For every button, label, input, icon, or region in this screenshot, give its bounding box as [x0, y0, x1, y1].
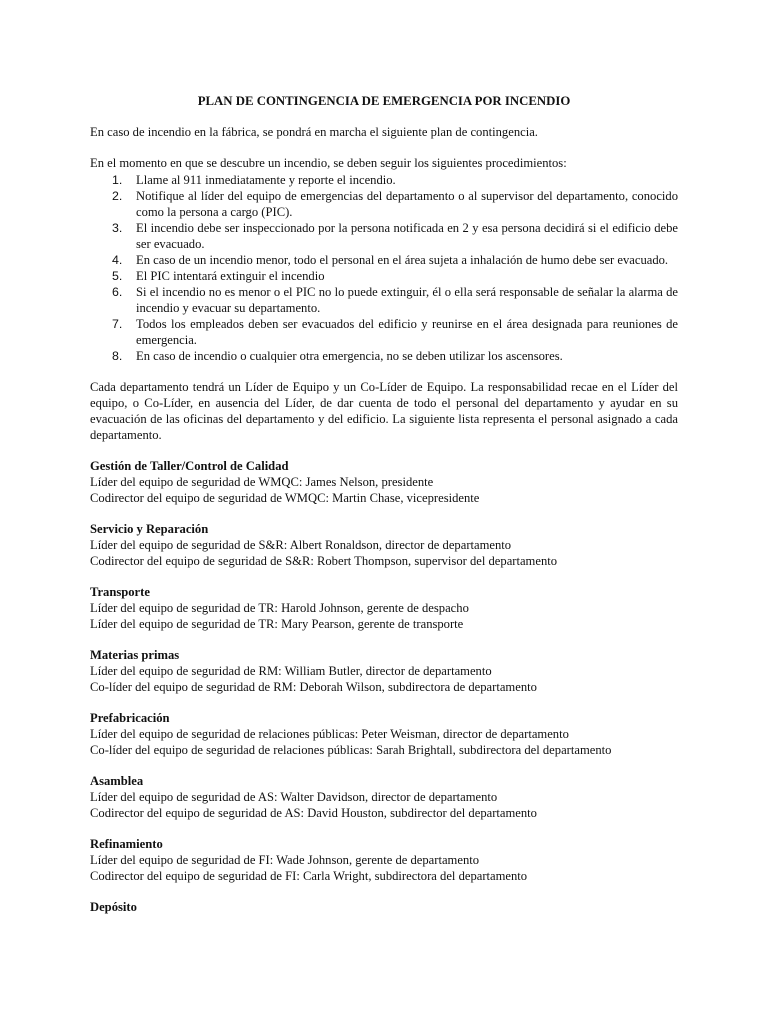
department-coleader-line: Co-líder del equipo de seguridad de relaciones públicas: Sarah Brightall, subdirectora del departamento [90, 743, 612, 757]
department-section [90, 836, 678, 884]
department-section [90, 521, 678, 569]
step-number: 2. [112, 189, 123, 203]
department-coleader-line: Codirector del equipo de seguridad de S&R: Robert Thompson, supervisor del departamento [90, 554, 558, 568]
department-leader-line: Líder del equipo de seguridad de RM: William Butler, director de departamento [90, 664, 492, 678]
department-heading: Transporte [90, 585, 150, 599]
department-coleader-line: Co-líder del equipo de seguridad de RM: Deborah Wilson, subdirectora de departamento [90, 680, 537, 694]
procedure-step [90, 348, 678, 364]
step-text: En caso de un incendio menor, todo el personal en el área sujeta a inhalación de humo debe ser evacuado. [136, 253, 669, 267]
department-leader-line: Líder del equipo de seguridad de S&R: Albert Ronaldson, director de departamento [90, 538, 512, 552]
step-text: En caso de incendio o cualquier otra emergencia, no se deben utilizar los ascensores. [136, 349, 563, 363]
department-leader-line: Líder del equipo de seguridad de WMQC: James Nelson, presidente [90, 475, 434, 489]
department-leader-line: Líder del equipo de seguridad de AS: Walter Davidson, director de departamento [90, 790, 498, 804]
department-heading: Depósito [90, 900, 137, 914]
step-number: 7. [112, 317, 123, 331]
procedure-step [90, 284, 678, 316]
department-leader-line: Líder del equipo de seguridad de TR: Harold Johnson, gerente de despacho [90, 601, 469, 615]
department-heading: Servicio y Reparación [90, 522, 209, 536]
department-section [90, 773, 678, 821]
procedure-step [90, 188, 678, 220]
department-section [90, 584, 678, 632]
step-text: Notifique al líder del equipo de emergencias del departamento o al supervisor del departamento, conocido como la persona a cargo (PIC). [136, 189, 678, 219]
department-leader-line: Líder del equipo de seguridad de FI: Wade Johnson, gerente de departamento [90, 853, 480, 867]
step-text: El incendio debe ser inspeccionado por la persona notificada en 2 y esa persona decidirá si el edificio debe ser evacuado. [136, 221, 678, 251]
procedure-step [90, 316, 678, 348]
department-heading: Refinamiento [90, 837, 163, 851]
department-coleader-line: Codirector del equipo de seguridad de FI: Carla Wright, subdirectora del departamento [90, 869, 528, 883]
department-coleader-line: Codirector del equipo de seguridad de AS: David Houston, subdirector del departamento [90, 806, 537, 820]
procedure-step [90, 268, 678, 284]
document-title: PLAN DE CONTINGENCIA DE EMERGENCIA POR INCENDIO [197, 94, 571, 108]
procedure-step [90, 172, 678, 188]
department-leader-line: Líder del equipo de seguridad de relaciones públicas: Peter Weisman, director de departamento [90, 727, 569, 741]
step-number: 8. [112, 349, 123, 363]
step-text: Llame al 911 inmediatamente y reporte el incendio. [136, 173, 396, 187]
step-number: 4. [112, 253, 123, 267]
department-section [90, 899, 678, 915]
step-number: 6. [112, 285, 123, 299]
department-heading: Asamblea [90, 774, 144, 788]
step-text: Todos los empleados deben ser evacuados del edificio y reunirse en el área designada para reuniones de emergencia. [136, 317, 678, 347]
step-text: Si el incendio no es menor o el PIC no lo puede extinguir, él o ella será responsable de señalar la alarma de incendio y evacuar su departamento. [136, 285, 678, 315]
step-number: 5. [112, 269, 123, 283]
department-coleader-line: Líder del equipo de seguridad de TR: Mary Pearson, gerente de transporte [90, 617, 464, 631]
department-section [90, 710, 678, 758]
department-heading: Materias primas [90, 648, 180, 662]
department-heading: Gestión de Taller/Control de Calidad [90, 459, 289, 473]
step-number: 1. [112, 173, 123, 187]
department-section [90, 458, 678, 506]
team-leaders-paragraph: Cada departamento tendrá un Líder de Equipo y un Co-Líder de Equipo. La responsabilidad recae en el Líder del equipo, o Co-Líder, en ausencia del Líder, de dar cuenta de todo el personal del departamento y ayudar en su evacuación de las oficinas del departamento y del edificio. La siguiente lista representa el personal asignado a cada departamento. [90, 380, 678, 442]
procedure-step [90, 220, 678, 252]
procedure-list [90, 172, 678, 364]
department-section [90, 647, 678, 695]
procedures-lead: En el momento en que se descubre un incendio, se deben seguir los siguientes procedimientos: [90, 156, 567, 170]
step-text: El PIC intentará extinguir el incendio [136, 269, 325, 283]
procedure-step [90, 252, 678, 268]
document-body [90, 93, 678, 930]
department-coleader-line: Codirector del equipo de seguridad de WMQC: Martin Chase, vicepresidente [90, 491, 480, 505]
intro-paragraph: En caso de incendio en la fábrica, se pondrá en marcha el siguiente plan de contingencia. [90, 125, 538, 139]
department-heading: Prefabricación [90, 711, 170, 725]
step-number: 3. [112, 221, 123, 235]
